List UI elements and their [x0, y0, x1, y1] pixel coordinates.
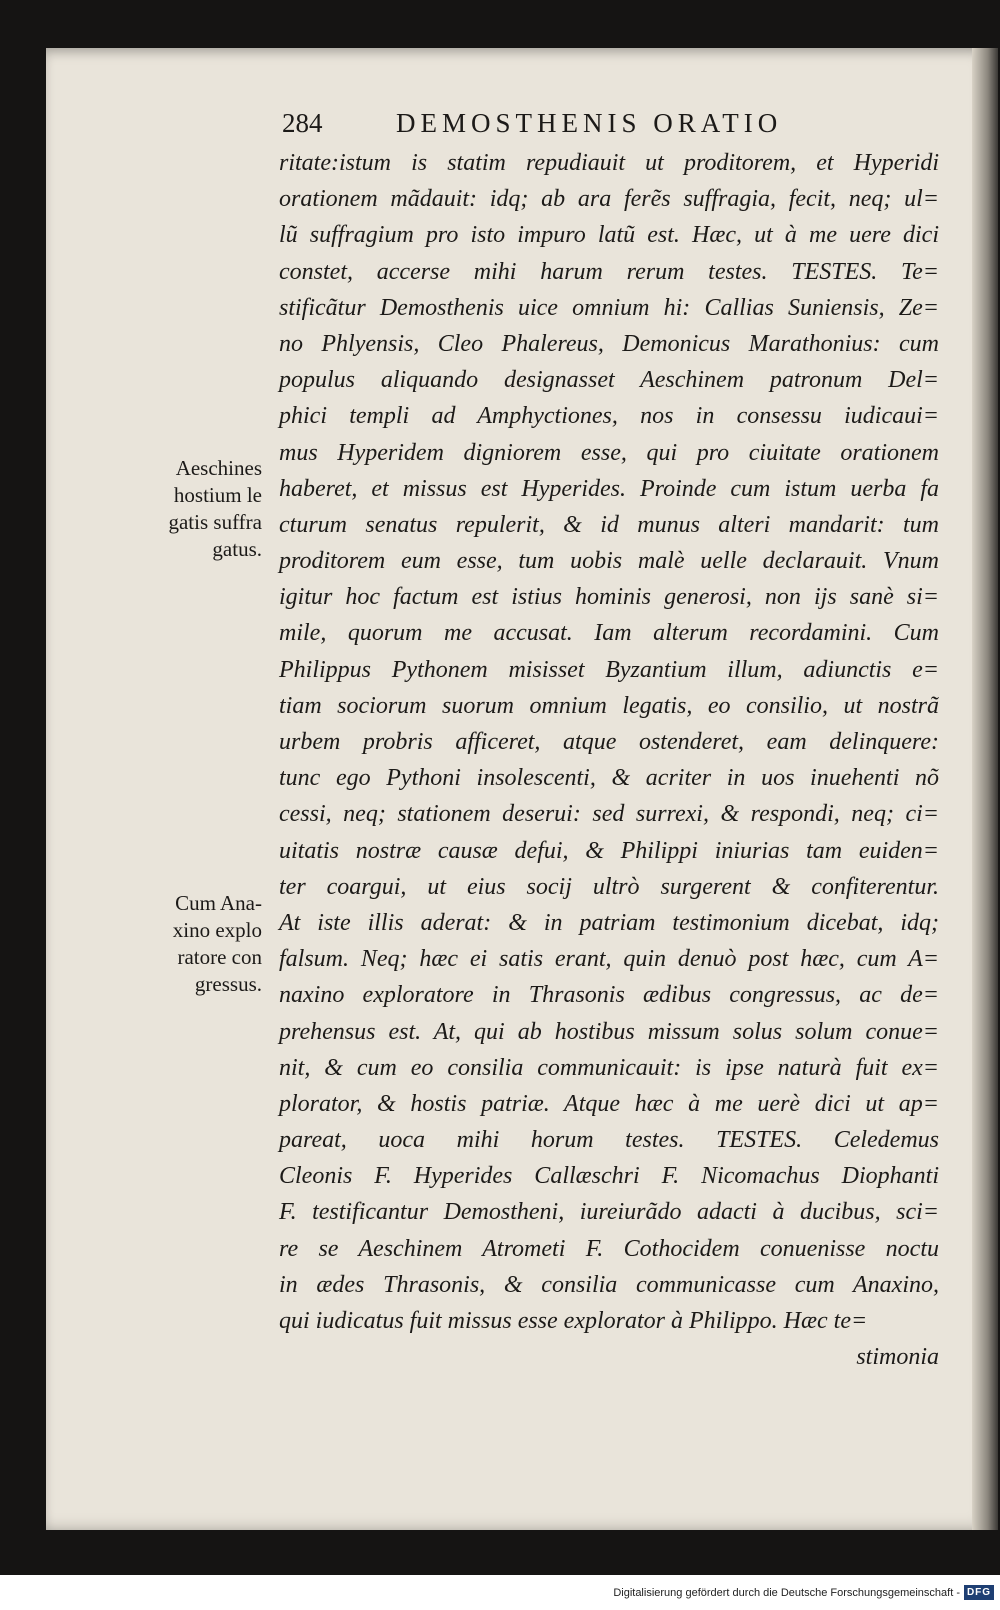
text-line: Philippus Pythonem misisset Byzantium illum, adiunctis e=: [279, 656, 939, 683]
margin-note-line: Aeschines: [175, 456, 262, 480]
text-line: phici templi ad Amphyctiones, nos in consessu iudicaui=: [279, 403, 939, 430]
text-line: ritate:istum is statim repudiauit ut proditorem, et Hyperidi: [279, 150, 939, 176]
margin-note-anaxino: [173, 890, 262, 998]
funding-notice: Digitalisierung gefördert durch die Deutsche Forschungsgemeinschaft -: [613, 1587, 960, 1599]
dfg-logo: DFG: [964, 1585, 994, 1600]
text-line: lũ suffragium pro isto impuro latũ est. Hæc, ut à me uere dici: [279, 222, 939, 249]
text-line: cturum senatus repulerit, & id munus alteri mandarit: tum: [279, 511, 939, 538]
text-line: haberet, et missus est Hyperides. Proinde cum istum uerba fa: [279, 475, 939, 502]
text-line: stificãtur Demosthenis uice omnium hi: Callias Suniensis, Ze=: [279, 294, 939, 321]
text-line: uitatis nostræ causæ defui, & Philippi iniurias tam euiden=: [279, 837, 939, 864]
text-line: re se Aeschinem Atrometi F. Cothocidem conuenisse noctu: [279, 1235, 939, 1262]
text-line: pareat, uoca mihi horum testes. TESTES. Celedemus: [279, 1127, 939, 1154]
running-header: [282, 108, 942, 144]
running-title: DEMOSTHENIS ORATIO: [396, 108, 783, 138]
catchword: stimonia: [856, 1344, 939, 1371]
text-line: qui iudicatus fuit missus esse explorator à Philippo. Hæc te=: [279, 1308, 868, 1334]
text-line: naxino exploratore in Thrasonis ædibus congressus, ac de=: [279, 982, 939, 1009]
margin-note-aeschines: [168, 455, 262, 563]
text-line: mile, quorum me accusat. Iam alterum recordamini. Cum: [279, 620, 939, 647]
margin-note-line: gatus.: [212, 537, 262, 561]
margin-note-line: gressus.: [194, 972, 262, 996]
margin-note-line: ratore con: [177, 945, 262, 969]
text-line: no Phlyensis, Cleo Phalereus, Demonicus Marathonius: cum: [279, 330, 939, 357]
margin-note-line: gatis suffra: [168, 510, 262, 534]
text-line: cessi, neq; stationem deserui: sed surrexi, & respondi, neq; ci=: [279, 801, 939, 828]
text-line: At iste illis aderat: & in patriam testimonium dicebat, idq;: [279, 909, 939, 936]
text-line: ter coargui, ut eius socij ultrò surgerent & confiterentur.: [279, 873, 939, 900]
text-line: populus aliquando designasset Aeschinem patronum Del=: [279, 367, 939, 394]
text-line: in ædes Thrasonis, & consilia communicasse cum Anaxino,: [279, 1271, 939, 1298]
text-line: prehensus est. At, qui ab hostibus missum solus solum conue=: [279, 1018, 939, 1045]
text-line: orationem mãdauit: idq; ab ara ferẽs suffragia, fecit, neq; ul=: [279, 186, 939, 213]
margin-note-line: Cum Ana-: [175, 891, 262, 915]
page-edge-shadow: [972, 48, 998, 1530]
text-line: tunc ego Pythoni insolescenti, & acriter in uos inuehenti nõ: [279, 765, 939, 792]
text-line: constet, accerse mihi harum rerum testes. TESTES. Te=: [279, 258, 939, 285]
page-number: 284: [282, 108, 323, 138]
text-line: Cleonis F. Hyperides Callæschri F. Nicomachus Diophanti: [279, 1163, 939, 1190]
text-line: mus Hyperidem digniorem esse, qui pro ciuitate orationem: [279, 439, 939, 466]
text-line: falsum. Neq; hæc ei satis erant, quin denuò post hæc, cum A=: [279, 946, 939, 973]
main-text-block: [279, 145, 939, 1375]
text-line: proditorem eum esse, tum uobis malè uelle declarauit. Vnum: [279, 548, 939, 575]
margin-note-line: hostium le: [173, 483, 262, 507]
text-line: plorator, & hostis patriæ. Atque hæc à me uerè dici ut ap=: [279, 1090, 939, 1117]
text-line: tiam sociorum suorum omnium legatis, eo consilio, ut nostrã: [279, 692, 939, 719]
text-line: F. testificantur Demostheni, iureiurãdo adacti à ducibus, sci=: [279, 1199, 939, 1226]
margin-note-line: xino explo: [172, 918, 262, 942]
text-line: nit, & cum eo consilia communicauit: is ipse naturà fuit ex=: [279, 1054, 939, 1081]
footer-bar: [0, 1578, 1000, 1610]
text-line: urbem probris afficeret, atque ostenderet, eam delinquere:: [279, 729, 939, 755]
text-line: igitur hoc factum est istius hominis generosi, non ijs sanè si=: [279, 584, 939, 611]
